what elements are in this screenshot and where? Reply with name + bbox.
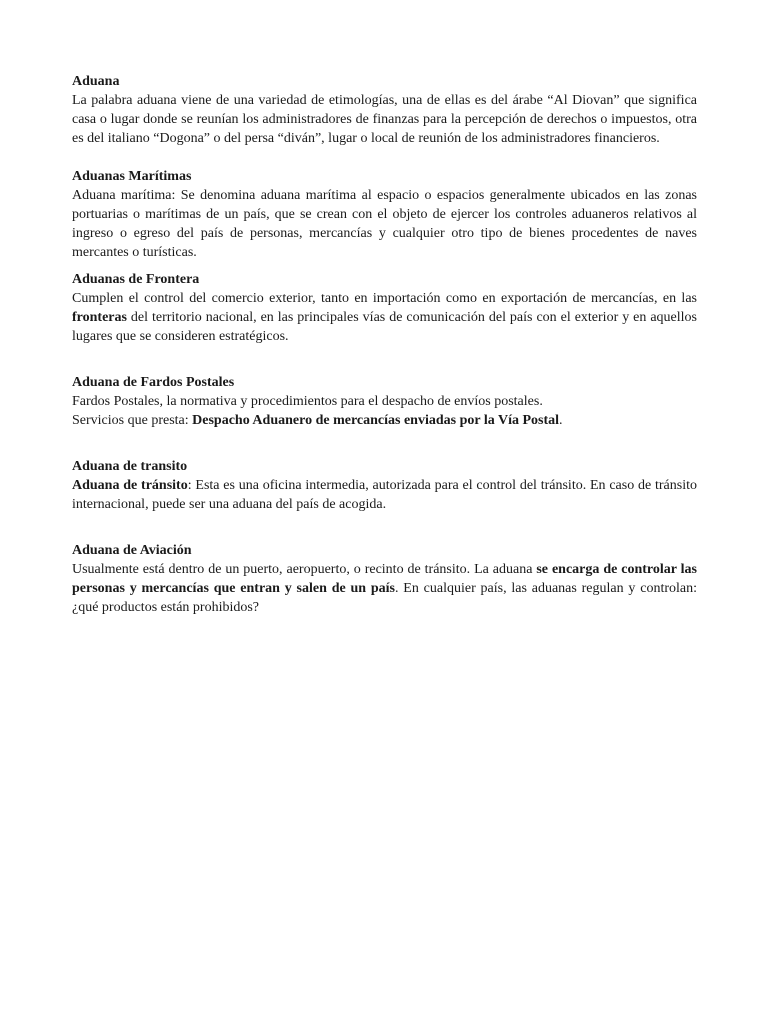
section-aduana-fardos-postales: [72, 373, 697, 430]
section-paragraph: [72, 476, 697, 514]
section-heading: Aduanas Marítimas: [72, 169, 192, 184]
bold-text: se encarga de controlar las personas y mercancías que entran y salen de un país: [72, 562, 697, 596]
paragraph-text: : Esta es una oficina intermedia, autorizada para el control del tránsito. En caso de tránsito internacional, puede ser una aduana del país de acogida.: [72, 478, 697, 512]
section-paragraph: [72, 411, 697, 430]
section-aduanas-maritimas: [72, 167, 697, 262]
document-page: [72, 72, 697, 617]
section-aduana-de-transito: [72, 457, 697, 514]
section-aduana-de-aviacion: [72, 541, 697, 617]
paragraph-text: Usualmente está dentro de un puerto, aeropuerto, o recinto de tránsito. La aduana: [72, 562, 537, 577]
section-heading: Aduana de Aviación: [72, 543, 192, 558]
paragraph-text: Servicios que presta:: [72, 413, 193, 428]
section-heading: Aduanas de Frontera: [72, 272, 200, 287]
paragraph-text: del territorio nacional, en las principales vías de comunicación del país con el exterior y en aquellos lugares que se consideren estratégicos.: [72, 310, 697, 344]
section-heading: Aduana de transito: [72, 459, 188, 474]
paragraph-text: . En cualquier país, las aduanas regulan y controlan: ¿qué productos están prohibidos?: [72, 581, 697, 615]
section-aduana: [72, 72, 697, 148]
bold-text: Despacho Aduanero de mercancías enviadas por la Vía Postal: [192, 413, 560, 428]
bold-text: Aduana de tránsito: [72, 478, 188, 493]
paragraph-text: .: [559, 413, 563, 428]
section-paragraph: [72, 289, 697, 346]
section-paragraph: Aduana marítima: Se denomina aduana marítima al espacio o espacios generalmente ubicados en las zonas portuarias o marítimas de un país, que se crean con el objeto de ejercer los controles aduaneros relativos al ingreso o egreso del país de personas, mercancías y cualquier otro tipo de bienes procedentes de naves mercantes o turísticas.: [72, 188, 697, 260]
section-aduanas-de-frontera: [72, 270, 697, 346]
section-paragraph: La palabra aduana viene de una variedad de etimologías, una de ellas es del árabe “Al Diovan” que significa casa o lugar donde se reunían los administradores de finanzas para la percepción de derechos o impuestos, otra es del italiano “Dogona” o del persa “diván”, lugar o local de reunión de los administradores financieros.: [72, 93, 697, 146]
section-paragraph: [72, 560, 697, 617]
section-heading: Aduana de Fardos Postales: [72, 375, 235, 390]
section-heading: Aduana: [72, 74, 120, 89]
bold-text: fronteras: [72, 310, 127, 325]
section-paragraph: Fardos Postales, la normativa y procedimientos para el despacho de envíos postales.: [72, 394, 543, 409]
paragraph-text: Cumplen el control del comercio exterior, tanto en importación como en exportación de mercancías, en las: [72, 291, 697, 306]
